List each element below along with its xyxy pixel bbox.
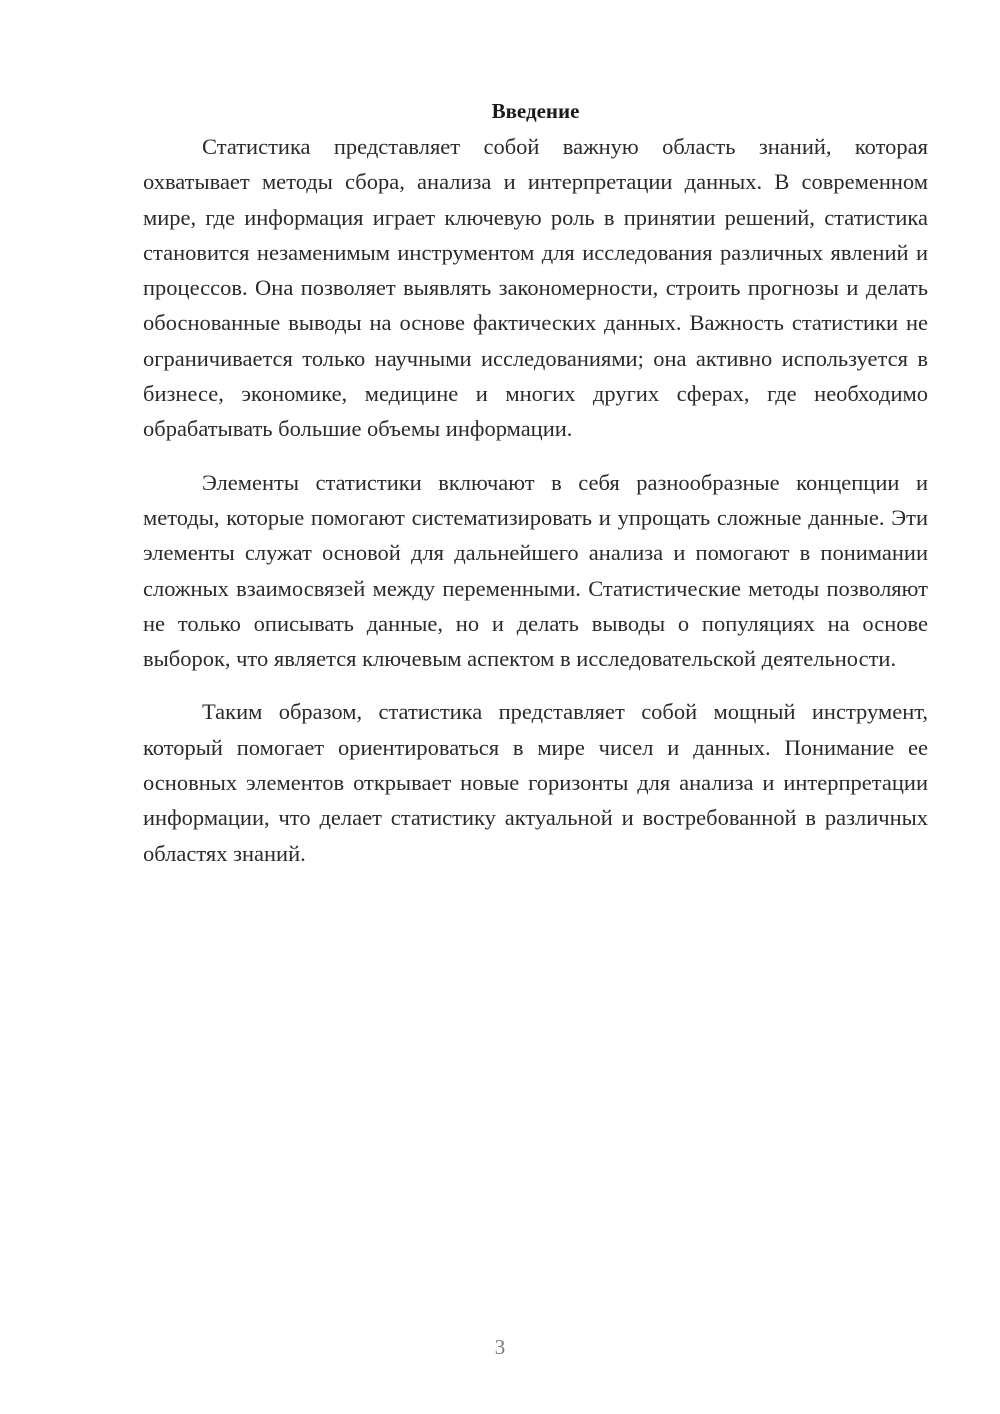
paragraph-3: Таким образом, статистика представляет собой мощный инструмент, который помогает ориентироваться в мире чисел и данных. Понимание ее основных элементов открывает новые горизонты для анализа и интерпретации информации, что делает статистику актуальной и востребованной в различных областях знаний. — [143, 699, 928, 866]
page-number: 3 — [494, 1335, 506, 1359]
paragraph-2: Элементы статистики включают в себя разнообразные концепции и методы, которые помогают систематизировать и упрощать сложные данные. Эти элементы служат основой для дальнейшего анализа и помогают в понимании сложных взаимосвязей между переменными. Статистические методы позволяют не только описывать данные, но и делать выводы о популяциях на основе выборок, что является ключевым аспектом в исследовательской деятельности. — [143, 469, 928, 672]
page-content — [143, 95, 928, 889]
paragraph-1: Статистика представляет собой важную область знаний, которая охватывает методы сбора, анализа и интерпретации данных. В современном мире, где информация играет ключевую роль в принятии решений, статистика становится незаменимым инструментом для исследования различных явлений и процессов. Она позволяет выявлять закономерности, строить прогнозы и делать обоснованные выводы на основе фактических данных. Важность статистики не ограничивается только научными исследованиями; она активно используется в бизнесе, экономике, медицине и многих других сферах, где необходимо обрабатывать большие объемы информации. — [143, 134, 928, 442]
section-title: Введение — [491, 99, 580, 123]
